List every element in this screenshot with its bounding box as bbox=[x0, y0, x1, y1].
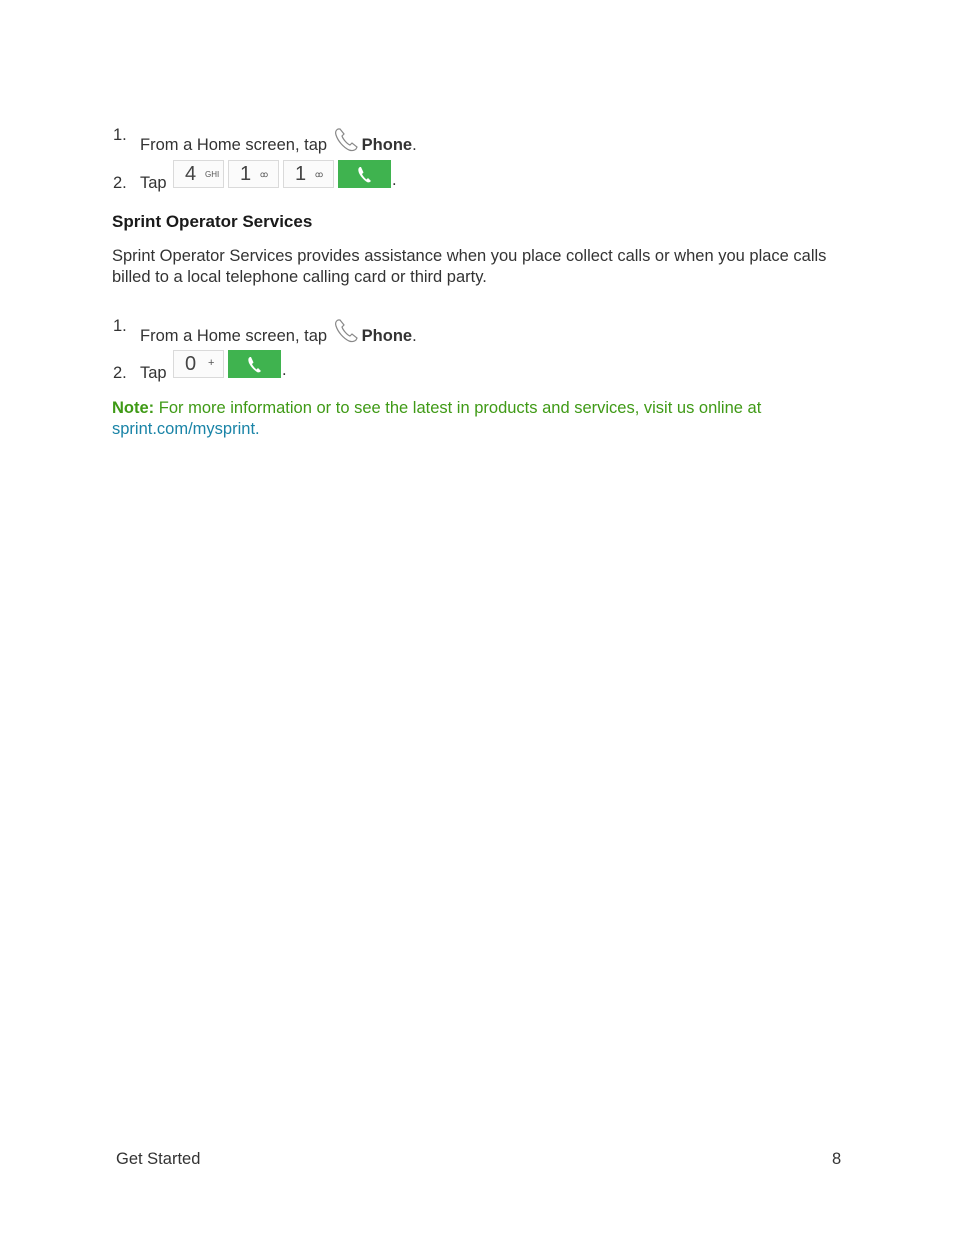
step-text: From a Home screen, tap Phone. bbox=[140, 317, 417, 347]
key-1[interactable]: 1 ꝏ bbox=[283, 160, 334, 188]
step-text: Tap bbox=[140, 364, 167, 382]
step-number: 1. bbox=[113, 317, 127, 335]
phone-icon bbox=[332, 126, 362, 156]
section-heading: Sprint Operator Services bbox=[112, 212, 313, 231]
phone-icon bbox=[332, 317, 362, 347]
call-button[interactable] bbox=[338, 160, 391, 188]
call-icon bbox=[247, 356, 263, 374]
key-4[interactable]: 4 GHI bbox=[173, 160, 224, 188]
note bbox=[112, 398, 832, 440]
step-number: 2. bbox=[113, 174, 127, 192]
footer-section-name: Get Started bbox=[116, 1150, 201, 1168]
keypad-sequence: 4 GHI 1 ꝏ 1 ꝏ . bbox=[173, 160, 397, 188]
call-icon bbox=[357, 166, 373, 184]
mysprint-link[interactable]: sprint.com/mysprint. bbox=[112, 420, 260, 438]
description-paragraph: Sprint Operator Services provides assistance when you place collect calls or when you place calls billed to a local telephone calling card or third party. bbox=[112, 247, 827, 286]
step-text: Tap bbox=[140, 174, 167, 192]
phone-label: Phone bbox=[361, 327, 413, 345]
step-number: 2. bbox=[113, 364, 127, 382]
note-label: Note: bbox=[112, 399, 155, 417]
keypad-sequence: 0 + . bbox=[173, 350, 287, 378]
step-number: 1. bbox=[113, 126, 127, 144]
note-text: For more information or to see the latest in products and services, visit us online at bbox=[154, 399, 762, 417]
step-text: From a Home screen, tap Phone. bbox=[140, 126, 417, 156]
key-1[interactable]: 1 ꝏ bbox=[228, 160, 279, 188]
call-button[interactable] bbox=[228, 350, 281, 378]
key-0[interactable]: 0 + bbox=[173, 350, 224, 378]
phone-label: Phone bbox=[361, 136, 413, 154]
page-number: 8 bbox=[832, 1150, 842, 1168]
